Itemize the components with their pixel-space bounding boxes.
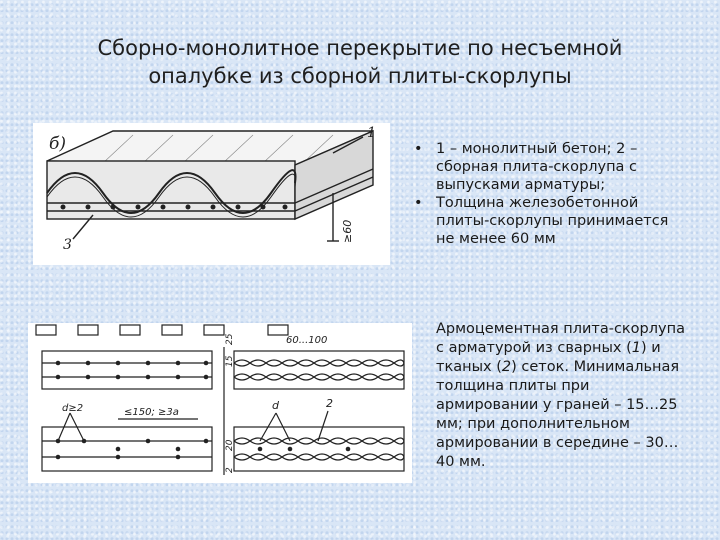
label-1: 1 [367, 125, 376, 141]
bullet-marker: • [414, 141, 423, 157]
desc-part-2: ) и тканых ( [436, 340, 661, 375]
desc-ref-2: 2 [501, 359, 512, 375]
label-20: 20 [225, 439, 235, 451]
label-3: 3 [63, 237, 72, 253]
mesh-sections-svg [28, 323, 412, 483]
mesh-description [436, 320, 686, 472]
desc-ref-1: 1 [631, 340, 641, 356]
slab-isometric-drawing [33, 123, 390, 265]
label-d: d [272, 399, 279, 412]
desc-part-1: Армоцементная плита-скорлупа с арматурой из сварных ( [436, 321, 685, 356]
label-2a: 2 [225, 467, 235, 473]
label-2: 2 [326, 397, 333, 410]
bullet-item-1 [410, 140, 670, 194]
bullet-item-2 [410, 194, 670, 248]
bullet-text: 1 – монолитный бетон; 2 – сборная плита-скорлупа с выпусками арматуры; [436, 141, 638, 193]
bullet-marker: • [414, 195, 423, 211]
label-dim: ≥60 [341, 219, 354, 243]
mesh-sections-drawing [28, 323, 412, 483]
desc-part-3: ) сеток. Минимальная толщина плиты при армировании у граней – 15…25 мм; при дополнительном армировании в середине – 30…40 мм. [436, 359, 680, 470]
slab-isometric-svg [33, 123, 390, 265]
label-b: б) [49, 134, 67, 154]
title-line-2: опалубке из сборной плиты-скорлупы [148, 64, 572, 88]
label-dims-top: 60...100 [286, 335, 328, 346]
title-line-1: Сборно-монолитное перекрытие по несъемной [97, 36, 623, 60]
label-25: 25 [225, 333, 235, 345]
bullet-text: Толщина железобетонной плиты-скорлупы принимается не менее 60 мм [436, 195, 669, 247]
label-d-min: d≥2 [62, 403, 84, 414]
label-15: 15 [225, 355, 235, 367]
label-spacing: ≤150; ≥3a [124, 407, 179, 418]
bullet-list [410, 140, 670, 248]
slide-title [40, 34, 680, 90]
